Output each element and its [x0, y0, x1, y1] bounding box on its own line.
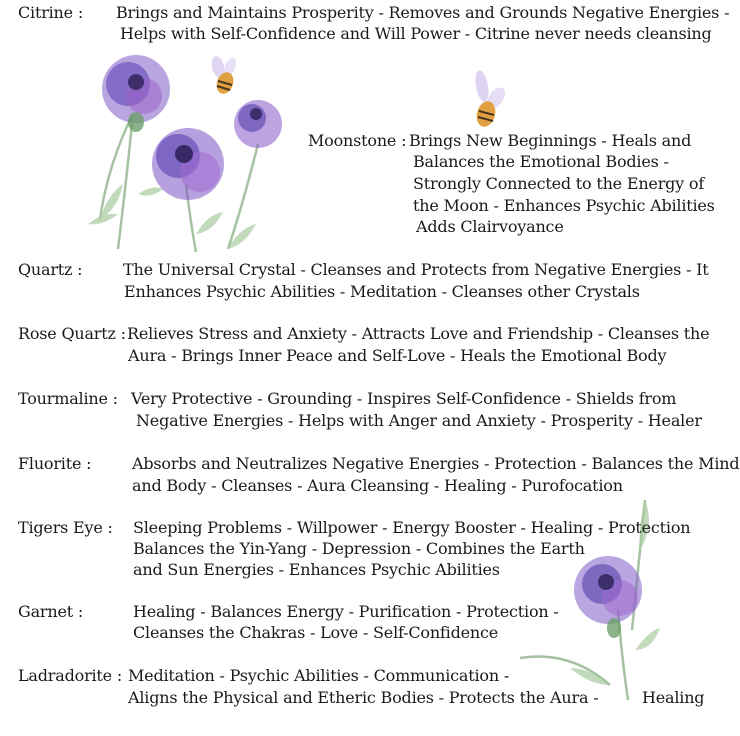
crystal-desc-line: Balances the Emotional Bodies -: [413, 152, 669, 171]
crystal-desc-line: Aura - Brings Inner Peace and Self-Love - Heals the Emotional Body: [128, 346, 667, 365]
crystal-desc-line: Brings and Maintains Prosperity - Removes and Grounds Negative Energies -: [116, 3, 730, 22]
bee-icon: [468, 68, 508, 134]
crystal-desc-line: Aligns the Physical and Etheric Bodies - Protects the Aura -: [128, 688, 599, 707]
crystal-desc-line: Strongly Connected to the Energy of: [413, 174, 705, 193]
crystal-name-ladradorite: Ladradorite :: [18, 666, 123, 685]
crystal-desc-line: Sleeping Problems - Willpower - Energy Booster - Healing - Protection: [133, 518, 691, 537]
cornflower-2-icon: [152, 128, 224, 200]
cornflower-3-icon: [234, 100, 282, 148]
crystal-name-fluorite: Fluorite :: [18, 454, 92, 473]
crystal-desc-line: the Moon - Enhances Psychic Abilities: [413, 196, 715, 215]
crystal-desc-line: Enhances Psychic Abilities - Meditation - Cleanses other Crystals: [124, 282, 640, 301]
crystal-name-tigers-eye: Tigers Eye :: [18, 518, 113, 537]
crystal-desc-line: Relieves Stress and Anxiety - Attracts Love and Friendship - Cleanses the: [127, 324, 710, 343]
crystal-name-rose-quartz: Rose Quartz :: [18, 324, 126, 343]
crystal-desc-line: and Sun Energies - Enhances Psychic Abilities: [133, 560, 500, 579]
crystal-desc-line: Negative Energies - Helps with Anger and Anxiety - Prosperity - Healer: [136, 411, 702, 430]
crystal-desc-line: Very Protective - Grounding - Inspires Self-Confidence - Shields from: [131, 389, 677, 408]
cornflower-1-icon: [102, 55, 170, 132]
crystal-desc-line: Adds Clairvoyance: [416, 217, 564, 236]
crystal-desc-line: Balances the Yin-Yang - Depression - Combines the Earth: [133, 539, 585, 558]
crystal-desc-line: Brings New Beginnings - Heals and: [409, 131, 692, 150]
crystal-desc-line: Helps with Self-Confidence and Will Power - Citrine never needs cleansing: [120, 24, 712, 43]
crystal-name-garnet: Garnet :: [18, 602, 84, 621]
crystal-desc-line: The Universal Crystal - Cleanses and Protects from Negative Energies - It: [123, 260, 709, 279]
crystal-desc-line: Cleanses the Chakras - Love - Self-Confidence: [133, 623, 499, 642]
crystal-desc-line: Meditation - Psychic Abilities - Communication -: [128, 666, 510, 685]
bee-icon: [208, 55, 244, 101]
crystal-name-quartz: Quartz :: [18, 260, 83, 279]
crystal-desc-line: Absorbs and Neutralizes Negative Energies - Protection - Balances the Mind: [132, 454, 740, 473]
crystal-name-tourmaline: Tourmaline :: [18, 389, 118, 408]
cornflower-bouquet-illustration: [78, 44, 303, 256]
crystal-name-moonstone: Moonstone :: [308, 131, 407, 150]
crystal-desc-line: Healing: [642, 688, 705, 707]
crystal-desc-line: and Body - Cleanses - Aura Cleansing - Healing - Purofocation: [132, 476, 623, 495]
crystal-name-citrine: Citrine :: [18, 3, 84, 22]
crystal-desc-line: Healing - Balances Energy - Purification - Protection -: [133, 602, 559, 621]
